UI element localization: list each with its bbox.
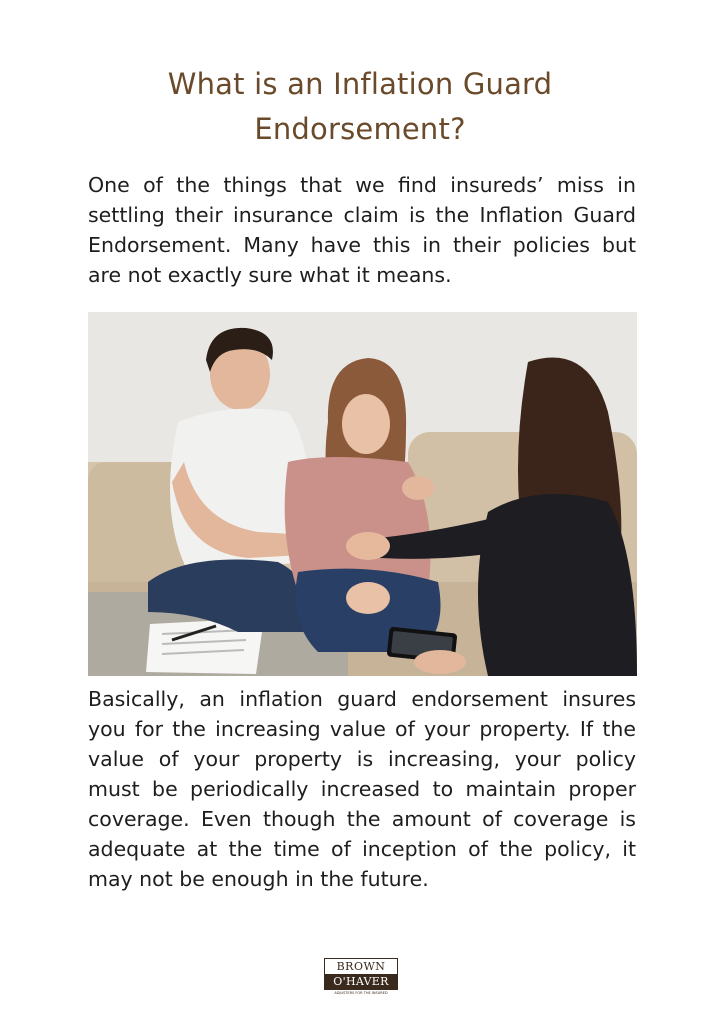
logo-tagline: ADJUSTERS FOR THE INSURED [334,991,388,995]
page-title: What is an Inflation Guard Endorsement? [167,67,553,146]
intro-paragraph: One of the things that we find insureds’ miss in settling their insurance claim is the Inflation Guard Endorsement. Many have this in their policies but are not exactly sure what it means. [88,173,636,287]
logo-line-2: O'HAVER [324,974,398,990]
logo-line-1: BROWN [324,958,398,974]
brown-ohaver-logo [324,958,398,1000]
explanation-paragraph: Basically, an inflation guard endorsement insures you for the increasing value of your property. If the value of your property is increasing, your policy must be periodically increased to maintain proper coverage. Even though the amount of coverage is adequate at the time of inception of the policy, it may not be enough in the future. [88,687,636,891]
consultation-photo [88,312,637,676]
